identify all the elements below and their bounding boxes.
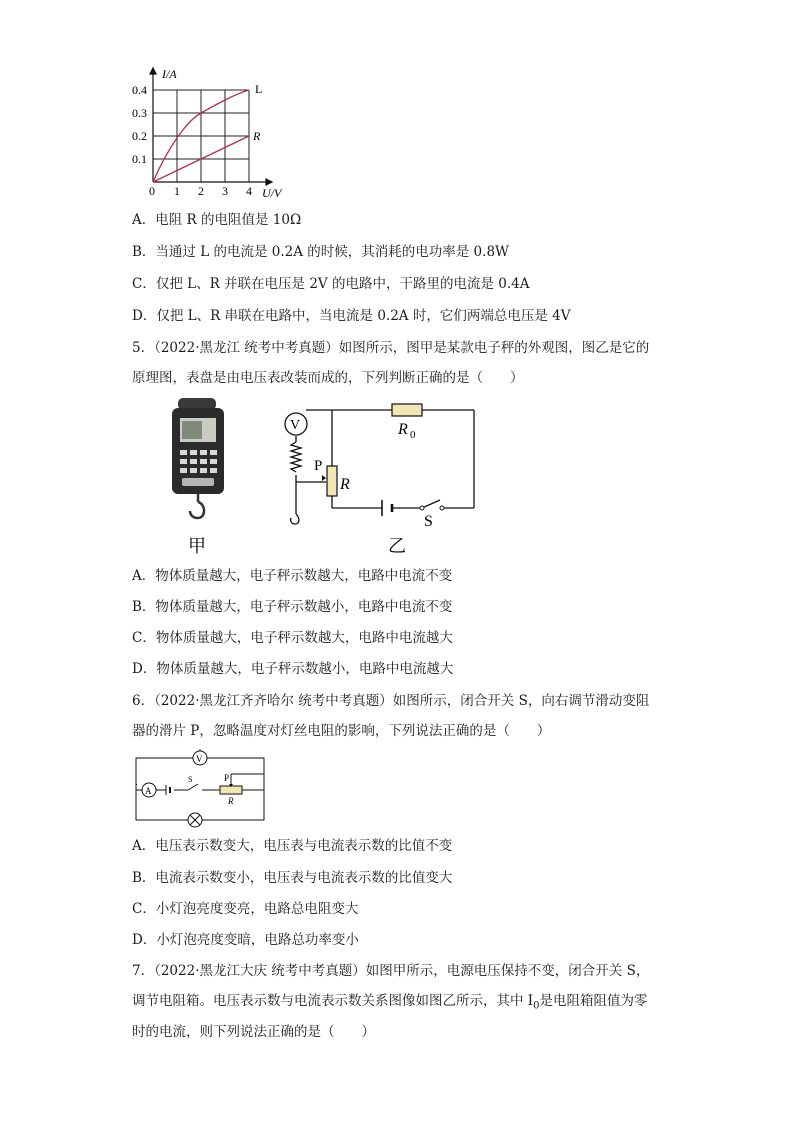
x-tick: 4 [246, 184, 252, 198]
y-tick: 0.2 [132, 129, 147, 143]
slider-label: P [224, 773, 230, 783]
y-axis-label: I/A [162, 67, 177, 81]
q5-option-d: D．物体质量越大，电子秤示数越小，电路中电流越大 [132, 661, 454, 677]
q5-option-c: C．物体质量越大，电子秤示数越大，电路中电流越大 [132, 630, 453, 646]
iu-graph [132, 62, 300, 202]
resistor-label: R [228, 796, 234, 806]
q7-subscript: 0 [533, 1000, 540, 1012]
x-tick: 0 [149, 184, 155, 198]
x-axis-label: U/V [262, 186, 282, 200]
resistor-r [327, 466, 337, 496]
x-tick: 2 [198, 184, 204, 198]
y-tick: 0.4 [132, 83, 147, 97]
slide-rheostat [220, 786, 242, 794]
q4-option-c: C．仅把 L、R 并联在电压是 2V 的电路中，干路里的电流是 0.4A [132, 276, 530, 292]
q6-circuit-diagram [132, 746, 270, 832]
y-axis-arrow [150, 68, 156, 74]
graph-grid [153, 90, 249, 182]
curve-label-r: R [253, 129, 261, 143]
y-tick: 0.3 [132, 106, 147, 120]
r0-subscript: 0 [410, 429, 416, 441]
scale-circuit-diagram [282, 398, 482, 558]
q6-option-c: C．小灯泡亮度变亮，电路总电阻变大 [132, 901, 359, 917]
q6-option-d: D．小灯泡亮度变暗，电路总功率变小 [132, 932, 359, 948]
q5-stem-line2: 原理图，表盘是由电压表改装而成的，下列判断正确的是（ ） [132, 370, 524, 386]
x-axis-arrow [266, 179, 272, 185]
resistor-label: R [340, 476, 350, 493]
q7-line2-text: 调节电阻箱。电压表示数与电流表示数关系图像如图乙所示，其中 I [132, 993, 534, 1009]
q6-option-a: A．电压表示数变大，电压表与电流表示数的比值不变 [132, 838, 453, 854]
slider-label: P [314, 458, 323, 474]
electronic-scale-figure [168, 398, 232, 556]
voltmeter-label: V [290, 418, 301, 433]
q6-stem-line2: 器的滑片 P，忽略温度对灯丝电阻的影响，下列说法正确的是（ ） [132, 723, 551, 739]
q4-option-d: D．仅把 L、R 串联在电路中，当电流是 0.2A 时，它们两端总电压是 4V [132, 308, 571, 324]
q7-line2 [132, 992, 648, 1016]
x-tick: 1 [174, 184, 180, 198]
q7-line2-tail: 是电阻箱阻值为零 [539, 993, 648, 1009]
q4-option-b: B．当通过 L 的电流是 0.2A 的时候，其消耗的电功率是 0.8W [132, 244, 509, 260]
curve-label-l: L [255, 82, 263, 96]
q5-option-a: A．物体质量越大，电子秤示数越大，电路中电流不变 [132, 568, 453, 584]
slider-arrow-icon [322, 475, 326, 481]
q7-line1: 7．（2022·黑龙江大庆 统考中考真题）如图甲所示，电源电压保持不变，闭合开关 S， [132, 963, 650, 979]
y-tick: 0.1 [132, 152, 147, 166]
figure-label-jia: 甲 [188, 536, 206, 556]
figure-label-yi: 乙 [388, 536, 406, 556]
q5-stem-line1: 5．（2022·黑龙江 统考中考真题）如图所示，图甲是某款电子秤的外观图，图乙是它的 [132, 340, 650, 356]
x-tick: 3 [222, 184, 228, 198]
r0-label: R [398, 421, 408, 438]
q5-option-b: B．物体质量越大，电子秤示数越小，电路中电流不变 [132, 599, 453, 615]
q7-line3: 时的电流，则下列说法正确的是（ ） [132, 1024, 375, 1040]
resistor-r0 [392, 404, 422, 416]
ammeter-label: A [145, 786, 152, 796]
voltmeter-label: V [196, 754, 203, 764]
hook-icon [190, 494, 204, 518]
q6-option-b: B．电流表示数变小，电压表与电流表示数的比值变大 [132, 870, 453, 886]
q6-stem-line1: 6．（2022·黑龙江齐齐哈尔 统考中考真题）如图所示，闭合开关 S，向右调节滑动变阻 [132, 693, 650, 709]
switch-label: S [188, 775, 193, 784]
q4-option-a: A．电阻 R 的电阻值是 10Ω [132, 212, 302, 228]
switch-label: S [424, 513, 433, 530]
